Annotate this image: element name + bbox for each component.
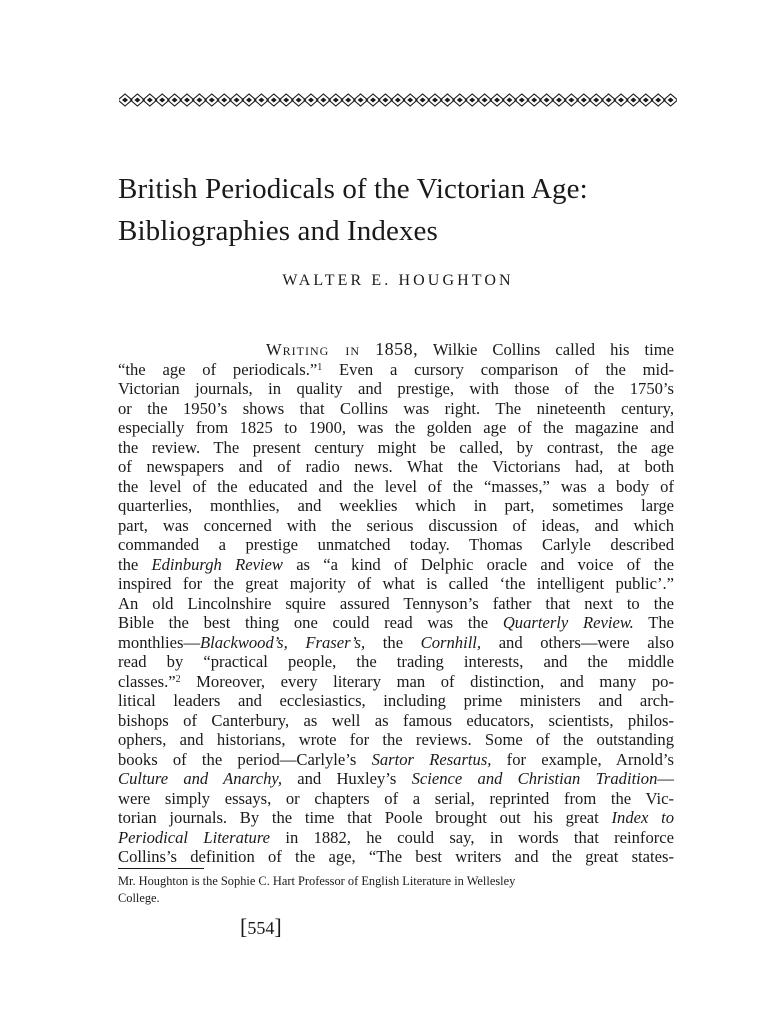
- ornament-diamond-center: [395, 98, 401, 103]
- decorative-ornament-rule: [119, 88, 677, 112]
- author-name: WALTER E. HOUGHTON: [282, 272, 514, 289]
- ornament-diamond-center: [159, 98, 165, 103]
- body-line: Bible the best thing one could read was the Quarterly Review. The: [118, 613, 675, 632]
- page-number: [240, 914, 282, 940]
- ornament-diamond-center: [320, 98, 326, 103]
- title-line-1: British Periodicals of the Victorian Age:: [118, 173, 588, 205]
- ornament-diamond-center: [221, 98, 227, 103]
- ornament-diamond-center: [283, 98, 289, 103]
- ornament-diamond-center: [147, 98, 153, 103]
- ornament-diamond-center: [258, 98, 264, 103]
- ornament-diamond-center: [655, 98, 661, 103]
- ornament-diamond-center: [556, 98, 562, 103]
- ornament-diamond-center: [196, 98, 202, 103]
- ornament-diamond-center: [544, 98, 550, 103]
- footnote-line-2: College.: [118, 891, 160, 905]
- ornament-diamond-center: [606, 98, 612, 103]
- body-line: the Edinburgh Review as “a kind of Delphic oracle and voice of the: [118, 554, 675, 574]
- body-line: classes.”$^2$ Moreover, every literary man of distinction, and many po-: [118, 671, 674, 691]
- ornament-diamond-center: [531, 98, 537, 103]
- body-line: bishops of Canterbury, as well as famous educators, scientists, philos-: [118, 710, 674, 730]
- ornament-diamond-center: [134, 98, 140, 103]
- folio-number: 554: [247, 918, 275, 938]
- ornament-diamond-center: [444, 98, 450, 103]
- body-line: the review. The present century might be called, by contrast, the age: [118, 437, 674, 457]
- body-line: quarterlies, monthlies, and weeklies which in part, sometimes large: [118, 496, 674, 515]
- ornament-diamond-center: [172, 98, 178, 103]
- body-line: Writing in 1858, Wilkie Collins called his time: [266, 339, 674, 359]
- body-line: commanded a prestige unmatched today. Thomas Carlyle described: [118, 535, 674, 554]
- ornament-diamond-center: [358, 98, 364, 103]
- ornament-diamond-center: [184, 98, 190, 103]
- ornament-diamond-center: [432, 98, 438, 103]
- article-body: [118, 340, 674, 867]
- body-line: monthlies—Blackwood’s, Fraser’s, the Cornhill, and others—were also: [118, 632, 674, 652]
- body-line: part, was concerned with the serious discussion of ideas, and which: [118, 515, 674, 535]
- folio-bracket-open: [: [240, 914, 248, 939]
- ornament-diamond-center: [494, 98, 500, 103]
- body-line: books of the period—Carlyle’s Sartor Resartus, for example, Arnold’s: [118, 749, 674, 769]
- body-line: Periodical Literature in 1882, he could say, in words that reinforce: [118, 827, 674, 847]
- ornament-diamond-center: [643, 98, 649, 103]
- ornament-diamond-center: [271, 98, 277, 103]
- footnote-line-1: Mr. Houghton is the Sophie C. Hart Professor of English Literature in Wellesley: [118, 874, 516, 888]
- lead-in-year: 1858,: [375, 339, 419, 359]
- ornament-diamond-center: [630, 98, 636, 103]
- ornament-diamond-center: [593, 98, 599, 103]
- ornament-diamond-center: [333, 98, 339, 103]
- ornament-diamond-center: [370, 98, 376, 103]
- footnote-ref: 1: [317, 361, 323, 373]
- folio-bracket-close: ]: [274, 914, 282, 939]
- body-line: ophers, and historians, wrote for the reviews. Some of the outstanding: [118, 730, 674, 749]
- ornament-diamond-center: [407, 98, 413, 103]
- ornament-diamond-center: [122, 98, 128, 103]
- ornament-diamond-center: [581, 98, 587, 103]
- ornament-diamond-center: [668, 98, 674, 103]
- ornament-diamond-center: [618, 98, 624, 103]
- ornament-diamond-center: [308, 98, 314, 103]
- ornament-diamond-center: [209, 98, 215, 103]
- ornament-diamond-center: [482, 98, 488, 103]
- body-line: read by “practical people, the trading interests, and the middle: [118, 652, 674, 671]
- ornament-diamond-center: [382, 98, 388, 103]
- body-line: Victorian journals, in quality and prestige, with those of the 1750’s: [118, 379, 674, 398]
- body-line: inspired for the great majority of what is called ‘the intelligent public’.”: [118, 574, 674, 593]
- body-line: or the 1950’s shows that Collins was right. The nineteenth century,: [118, 398, 674, 418]
- body-line: “the age of periodicals.”$^1$ Even a cursory comparison of the mid-: [118, 359, 674, 379]
- ornament-diamond-center: [420, 98, 426, 103]
- author-footnote: [118, 873, 674, 907]
- footnote-ref: 2: [175, 673, 181, 685]
- body-line: Culture and Anarchy, and Huxley’s Science and Christian Tradition—: [118, 769, 674, 788]
- lead-in-smallcaps: Writing in: [266, 340, 361, 359]
- body-line: especially from 1825 to 1900, was the golden age of the magazine and: [118, 418, 674, 437]
- ornament-diamond-center: [506, 98, 512, 103]
- body-line: An old Lincolnshire squire assured Tennyson’s father that next to the: [118, 593, 674, 613]
- body-line: the level of the educated and the level of the “masses,” was a body of: [118, 476, 674, 496]
- body-line: Collins’s definition of the age, “The best writers and the great states-: [118, 847, 674, 866]
- body-line: were simply essays, or chapters of a serial, reprinted from the Vic-: [118, 788, 674, 808]
- footnote-rule: [118, 868, 204, 869]
- ornament-diamond-center: [457, 98, 463, 103]
- ornament-diamond-center: [246, 98, 252, 103]
- ornament-diamond-center: [519, 98, 525, 103]
- ornament-diamond-center: [469, 98, 475, 103]
- body-line: of newspapers and of radio news. What the Victorians had, at both: [118, 457, 674, 476]
- ornament-diamond-center: [296, 98, 302, 103]
- body-line: torian journals. By the time that Poole brought out his great Index to: [118, 808, 675, 827]
- ornament-diamond-center: [234, 98, 240, 103]
- article-title: [118, 168, 678, 252]
- ornament-diamond-center: [345, 98, 351, 103]
- title-line-2: Bibliographies and Indexes: [118, 215, 438, 247]
- ornament-diamond-center: [568, 98, 574, 103]
- body-line: litical leaders and ecclesiastics, including prime ministers and arch-: [118, 691, 674, 710]
